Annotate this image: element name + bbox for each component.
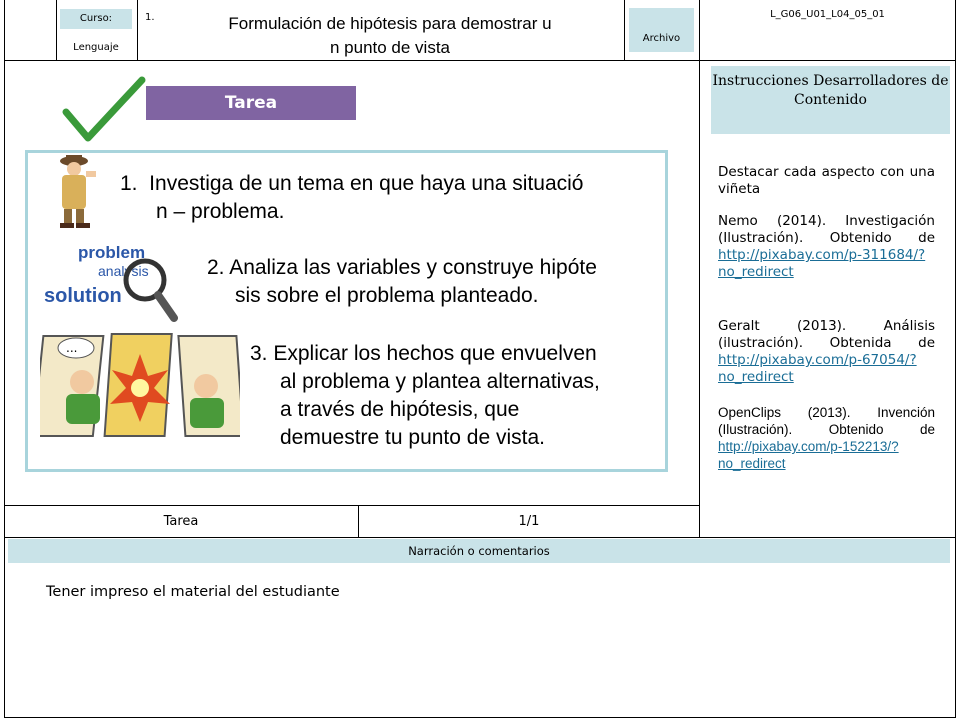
- reference-1: [718, 213, 935, 281]
- instructions-title: Instrucciones Desarrolladores de Contenido: [711, 66, 950, 134]
- task-item-1-line-1: 1. Investiga de un tema en que haya una situació: [120, 172, 584, 195]
- curso-label: Curso:: [60, 9, 132, 29]
- task-item-3-line-2: al problema y plantea alternativas,: [280, 370, 600, 393]
- illustration-word-solution: solution: [44, 285, 122, 307]
- subject-label: Lenguaje: [73, 42, 119, 53]
- header-col-3: [624, 0, 625, 60]
- outer-border-bottom: [4, 717, 956, 718]
- task-item-2-line-1: 2. Analiza las variables y construye hipóte: [207, 256, 597, 279]
- reference-2-text: Geralt (2013). Análisis (ilustración). Obtenida de: [718, 318, 935, 351]
- content-divider: [699, 60, 700, 538]
- invention-comic-illustration: [40, 330, 240, 440]
- detective-illustration: [50, 153, 102, 229]
- reference-3: [718, 404, 935, 472]
- footer-top-line: [4, 505, 700, 506]
- checkmark-icon: [62, 74, 146, 144]
- reference-2: [718, 318, 935, 386]
- narration-comment: Tener impreso el material del estudiante: [46, 584, 340, 600]
- analysis-illustration: [40, 240, 180, 322]
- task-item-1: [120, 170, 584, 226]
- task-item-3-line-4: demuestre tu punto de vista.: [280, 426, 545, 449]
- reference-1-text: Nemo (2014). Investigación (Ilustración). Obtenido de: [718, 213, 935, 246]
- page-title-line-2: n punto de vista: [329, 38, 451, 57]
- document-code: L_G06_U01_L04_05_01: [770, 9, 885, 20]
- page-title: [160, 12, 620, 60]
- illustration-word-problem: problem: [78, 243, 146, 262]
- illustration-word-analysis: analysis: [98, 263, 149, 279]
- task-item-1-line-2: n – problema.: [156, 200, 285, 223]
- footer-page-number: 1/1: [518, 514, 540, 529]
- narration-top-line: [4, 537, 956, 538]
- comic-speech-bubble: ...: [66, 341, 78, 355]
- narration-label: Narración o comentarios: [8, 539, 950, 563]
- outer-border-right: [955, 0, 956, 718]
- instructions-note: Destacar cada aspecto con una viñeta: [718, 164, 935, 197]
- title-number: 1.: [145, 12, 155, 23]
- task-banner: Tarea: [146, 86, 356, 120]
- task-item-3-line-3: a través de hipótesis, que: [280, 398, 520, 421]
- reference-1-link[interactable]: http://pixabay.com/p-311684/?no_redirect: [718, 247, 926, 280]
- task-item-3-line-1: 3. Explicar los hechos que envuelven: [250, 342, 597, 365]
- outer-border-left: [4, 0, 5, 718]
- reference-3-link[interactable]: http://pixabay.com/p-152213/?no_redirect: [718, 439, 899, 471]
- task-item-2: [207, 254, 597, 310]
- task-item-2-line-2: sis sobre el problema planteado.: [235, 284, 539, 307]
- footer-task-label: Tarea: [163, 514, 199, 529]
- page-title-line-1: Formulación de hipótesis para demostrar u: [228, 14, 552, 33]
- archivo-label: Archivo: [629, 8, 694, 52]
- header-col-2: [137, 0, 138, 60]
- reference-2-link[interactable]: http://pixabay.com/p-67054/?no_redirect: [718, 352, 917, 385]
- header-divider: [4, 60, 956, 61]
- header-col-1: [56, 0, 57, 60]
- task-item-3: [250, 340, 600, 452]
- reference-3-text: OpenClips (2013). Invención (Ilustración). Obtenido de: [718, 405, 935, 437]
